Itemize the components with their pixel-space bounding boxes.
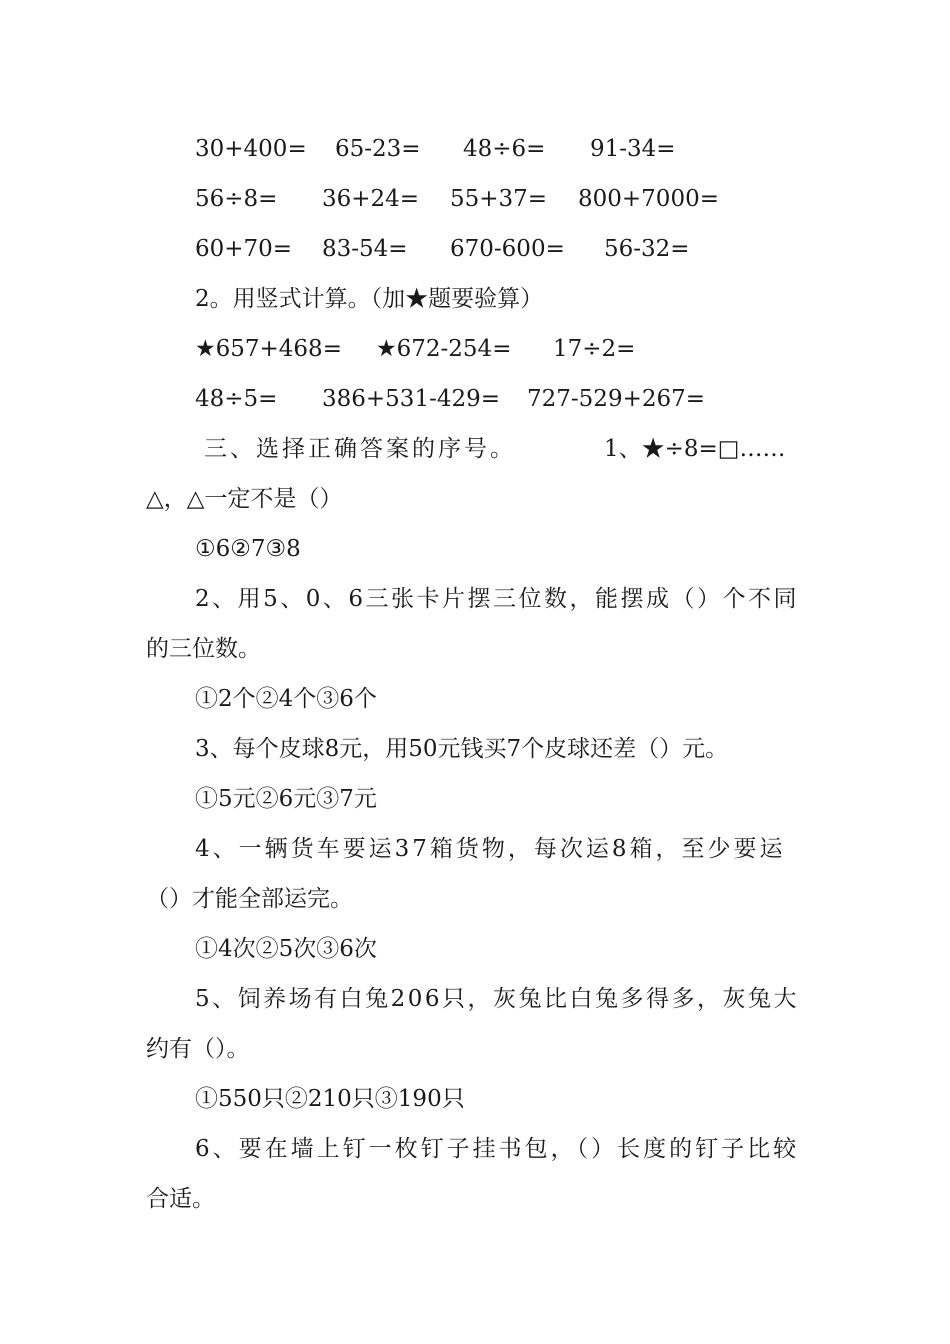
- calc-item: 17÷2=: [553, 336, 636, 362]
- calc-item: 30+400=: [195, 136, 307, 162]
- calc-item: 60+70=: [195, 236, 293, 262]
- question-5-text-cont: 约有（）。: [146, 1036, 250, 1062]
- question-6-text-cont: 合适。: [146, 1186, 215, 1212]
- question-5-options: ①550只②210只③190只: [195, 1086, 465, 1112]
- calc-item: 36+24=: [322, 186, 420, 212]
- calc-item: 670-600=: [450, 236, 565, 262]
- question-5-text: 5、饲养场有白兔206只，灰兔比白兔多得多，灰兔大: [195, 986, 800, 1012]
- question-1-text: △，△一定不是（）: [146, 486, 343, 512]
- calc-item: 48÷5=: [195, 386, 278, 412]
- calc-item: 800+7000=: [578, 186, 719, 212]
- calc-item: 91-34=: [590, 136, 676, 162]
- calc-item: 55+37=: [450, 186, 548, 212]
- calc-item: 56÷8=: [195, 186, 278, 212]
- question-1-start: 1、★÷8=□……: [604, 436, 786, 462]
- calc-item: 83-54=: [322, 236, 408, 262]
- calc-item: 48÷6=: [463, 136, 546, 162]
- question-3-options: ①5元②6元③7元: [195, 786, 377, 812]
- question-1-options: ①6②7③8: [195, 536, 301, 562]
- calc-item: ★657+468=: [195, 336, 342, 362]
- calc-item: 727-529+267=: [527, 386, 706, 412]
- question-4-text-cont: （）才能全部运完。: [146, 886, 353, 912]
- question-2-text-cont: 的三位数。: [146, 636, 261, 662]
- vertical-calc-heading: 2。用竖式计算。（加★题要验算）: [195, 286, 544, 312]
- calc-item: 65-23=: [335, 136, 421, 162]
- question-2-options: ①2个②4个③6个: [195, 686, 377, 712]
- calc-item: ★672-254=: [376, 336, 512, 362]
- question-3-text: 3、每个皮球8元，用50元钱买7个皮球还差（）元。: [195, 736, 729, 762]
- calc-item: 386+531-429=: [322, 386, 501, 412]
- question-2-text: 2、用5、0、6三张卡片摆三位数，能摆成（）个不同: [195, 586, 800, 612]
- question-6-text: 6、要在墙上钉一枚钉子挂书包，（）长度的钉子比较: [195, 1136, 800, 1162]
- question-4-text: 4、一辆货车要运37箱货物，每次运8箱，至少要运: [195, 836, 786, 862]
- calc-item: 56-32=: [604, 236, 690, 262]
- section3-heading: 三、选择正确答案的序号。: [204, 436, 516, 462]
- question-4-options: ①4次②5次③6次: [195, 936, 377, 962]
